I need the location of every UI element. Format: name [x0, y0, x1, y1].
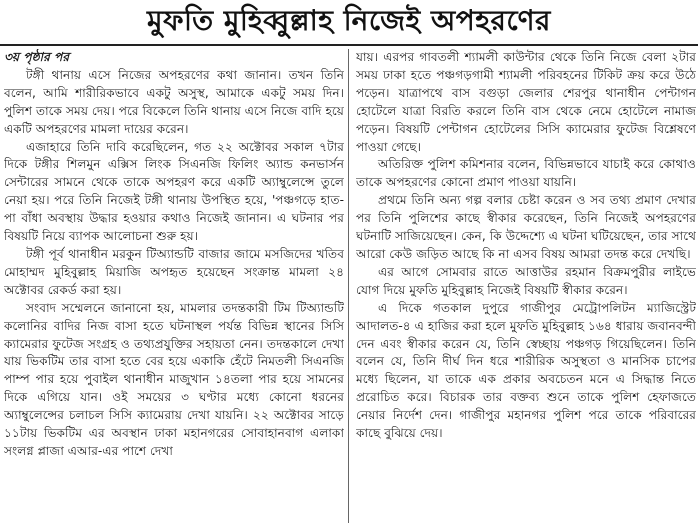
headline: মুফতি মুহিব্বুল্লাহ নিজেই অপহরণের	[147, 4, 551, 37]
paragraph: টঙ্গী পূর্ব থানাধীন মরকুন টিঅ্যান্ডটি বাজার জামে মসজিদের খতিব মোহাম্মদ মুহিবুল্লাহ মিয়াজি অপহৃত হয়েছেন সংক্রান্ত মামলা ২৪ অক্টোবর রেকর্ড করা হয়।	[4, 246, 344, 297]
column-divider	[348, 49, 349, 523]
paragraph: এর আগে সোমবার রাতে আত্তাউর রহমান বিক্রমপুরীর লাইভে যোগ দিয়ে মুফতি মুহিবুল্লাহ নিজেই বিষয়টি স্বীকার করেন।	[356, 264, 696, 297]
paragraph: যায়। এরপর গাবতলী শ্যামলী কাউন্টার থেকে তিনি নিজে বেলা ২টার সময় ঢাকা হতে পঞ্চগড়গামী শ্যামলী পরিবহনের টিকিট ক্রয় করে উঠে পড়েন। যাত্রাপথে বাস বগুড়া জেলার শেরপুর থানাধীন পেন্টাগন হোটেলে যাত্রা বিরতি করলে তিনি বাস থেকে নেমে হোটেলে নামাজ পড়েন। বিষয়টি পেন্টাগন হোটেলের সিসি ক্যামেরার ফুটেজ বিশ্লেষণে পাওয়া গেছে।	[356, 50, 696, 154]
left-column	[4, 49, 344, 523]
paragraph: প্রথমে তিনি অন্য গল্প বলার চেষ্টা করেন ও সব তথ্য প্রমাণ দেখার পর তিনি পুলিশের কাছে স্বীকার করেছেন, তিনি নিজেই অপহরণের ঘটনাটি সাজিয়েছেন। কেন, কি উদ্দেশ্যে এ ঘটনা ঘটিয়েছেন, তার সাথে আরো কেউ জড়িত আছে কি না এসব বিষয় আমরা তদন্ত করে দেখছি।	[356, 193, 696, 261]
continuation-label: ৩য় পৃষ্ঠার পর	[4, 50, 70, 64]
paragraph: টঙ্গী থানায় এসে নিজের অপহরণের কথা জানান। তখন তিনি বলেন, আমি শারীরিকভাবে একটু অসুস্থ, আমাকে একটু সময় দিন। পুলিশ তাকে সময় দেয়। পরে বিকেলে তিনি থানায় এসে নিজে বাদি হয়ে একটি অপহরণের মামলা দায়ের করেন।	[4, 67, 344, 136]
paragraph: এ দিকে গতকাল দুপুরে গাজীপুর মেট্রোপলিটন ম্যাজিস্ট্রেট আদালত-৪ এ হাজির করা হলে মুফতি মুহিবুল্লাহ ১৬৪ ধারায় জবানবন্দী দেন এবং স্বীকার করেন যে, তিনি স্বেচ্ছায় পঞ্চগড় গিয়েছিলেন। তিনি বলেন যে, তিনি দীর্ঘ দিন ধরে শারীরিক অসুস্থতা ও মানসিক চাপের মধ্যে ছিলেন, যা তাকে এক প্রকার অবচেতন মনে এ সিদ্ধান্ত নিতে প্ররোচিত করে। বিচারক তার বক্তব্য শুনে তাকে পুলিশ হেফাজতে নেয়ার নির্দেশ দেন। গাজীপুর মহানগর পুলিশ পরে তাকে পরিবারের কাছে বুঝিয়ে দেয়।	[356, 300, 696, 441]
paragraph: এজাহারে তিনি দাবি করেছিলেন, গত ২২ অক্টোবর সকাল ৭টার দিকে টঙ্গীর শিলমুন এক্সিস লিংক সিএনজি ফিলিং অ্যান্ড কনভার্সন সেন্টারের সামনে থেকে তাকে অপহরণ করে একটি অ্যাম্বুলেন্সে তুলে নেয়া হয়। পরে তিনি নিজেই টঙ্গী থানায় উপস্থিত হয়ে, 'পঞ্চগড়ে হাত-পা বাঁধা অবস্থায় উদ্ধার হওয়ার কথাও নিজেই জানান। এ ঘটনার পর বিষয়টি নিয়ে ব্যাপক আলোচনা শুরু হয়।	[4, 139, 344, 244]
headline-divider	[0, 44, 698, 46]
paragraph: সংবাদ সম্মেলনে জানানো হয়, মামলার তদন্তকারী টিম টিঅ্যান্ডটি কলোনির বাদির নিজ বাসা হতে ঘটনাস্থল পর্যন্ত বিভিন্ন স্থানের সিসি ক্যামেরার ফুটেজ সংগ্রহ ও তথ্যপ্রযুক্তির সহায়তা নেন। তদন্তকালে দেখা যায় ভিকটিম তার বাসা হতে বের হয়ে একাকি হেঁটে নিমতলী সিএনজি পাম্প পার হয়ে পুবাইল থানাধীন মাজুখান ১৪তলা পার হয়ে সামনের দিকে এগিয়ে যান। ওই সময়ের ৩ ঘণ্টার মধ্যে কোনো ধরনের অ্যাম্বুলেন্সের চলাচল সিসি ক্যামেরায় দেখা যায়নি। ২২ অক্টোবর সাড়ে ১১টায় ভিকটিম এর অবস্থান ঢাকা মহানগরের সোবাহানবাগ এলাকা সংলগ্ন প্লাজা এআর-এর পাশে দেখা	[4, 300, 344, 458]
paragraph: অতিরিক্ত পুলিশ কমিশনার বলেন, বিভিন্নভাবে যাচাই করে কোথাও তাকে অপহরণের কোনো প্রমাণ পাওয়া যায়নি।	[356, 157, 696, 190]
right-column	[356, 49, 696, 523]
